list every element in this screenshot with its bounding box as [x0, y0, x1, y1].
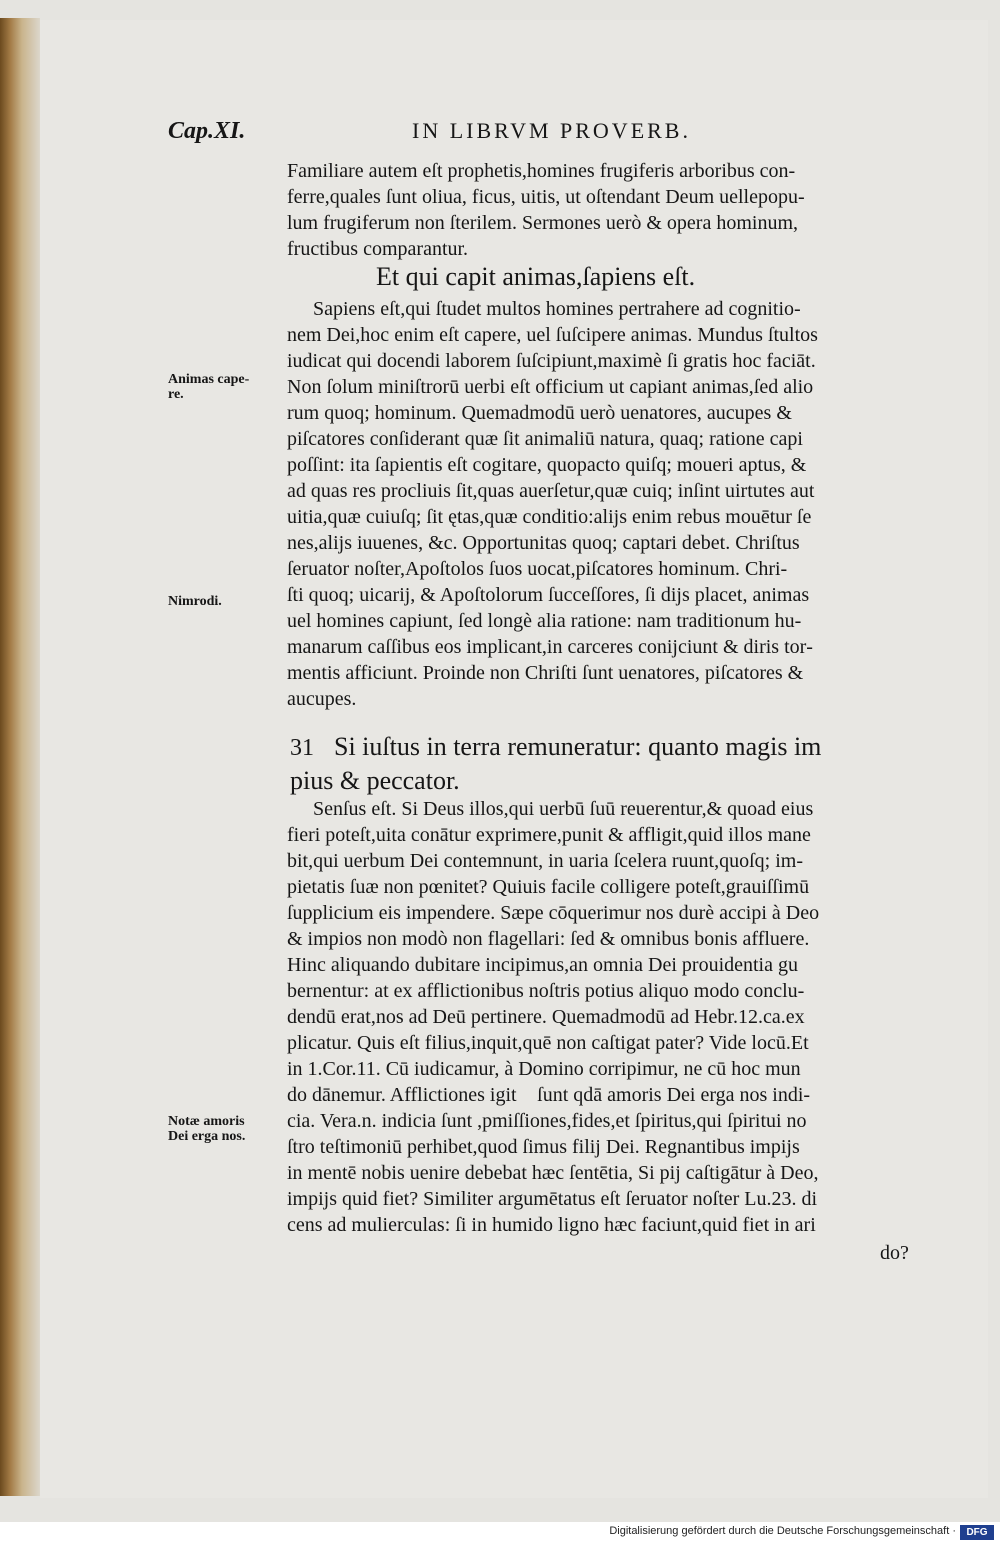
text-line: in 1.Cor.11. Cū iudicamur, à Domino corripimur, ne cū hoc mun	[287, 1058, 801, 1080]
text-line: pietatis ſuæ non pœnitet? Quiuis facile colligere poteſt,grauiſſimū	[287, 876, 810, 898]
text-line: do dānemur. Afflictiones igitᷣ ſunt qdā amoris Dei erga nos indi‑	[287, 1084, 811, 1106]
text-line: nem Dei,hoc enim eſt capere, uel ſuſcipere animas. Mundus ſtultos	[287, 324, 818, 346]
text-line: in mentē nobis uenire debebat hæc ſentētia, Si pij caſtigātur à Deo,	[287, 1162, 819, 1184]
text-line: Sapiens eſt,qui ſtudet multos homines pertrahere ad cognitio‑	[313, 298, 801, 320]
text-line: bit,qui uerbum Dei contemnunt, in uaria ſcelera ruunt,quoſq; im‑	[287, 850, 803, 872]
text-line: rum quoq; hominum. Quemadmodū uerò uenatores, aucupes &	[287, 402, 792, 424]
text-line: bernentur: at ex afflictionibus noſtris potius aliquo modo conclu‑	[287, 980, 805, 1002]
text-line: cia. Vera.n. indicia ſunt ,pmiſſiones,fides,et ſpiritus,qui ſpiritui no	[287, 1110, 807, 1132]
footer-bar	[0, 1522, 1000, 1543]
text-line: cens ad mulierculas: ſi in humido ligno hæc faciunt,quid fiet in ari	[287, 1214, 816, 1236]
verse-number: 31	[290, 735, 314, 761]
margin-note	[168, 1114, 245, 1144]
text-line: manarum caſſibus eos implicant,in carceres conijciunt & diris tor‑	[287, 636, 813, 658]
text-line: nes,alijs iuuenes, &c. Opportunitas quoq; captari debet. Chriſtus	[287, 532, 800, 554]
book-gutter-edge	[0, 18, 40, 1496]
margin-note-line: Nimrodi.	[168, 594, 222, 609]
margin-note	[168, 372, 249, 402]
running-head	[0, 118, 1000, 152]
text-line: Non ſolum miniſtrorū uerbi eſt officium ut capiant animas,ſed alio	[287, 376, 814, 398]
verse-heading: Et qui capit animas,ſapiens eſt.	[376, 262, 696, 291]
margin-note-line: re.	[168, 387, 184, 402]
text-line: Familiare autem eſt prophetis,homines frugiferis arboribus con‑	[287, 160, 796, 182]
text-line: uel homines capiunt, ſed longè alia ratione: nam traditionum hu‑	[287, 610, 802, 632]
text-line: ſeruator noſter,Apoſtolos ſuos uocat,piſcatores hominum. Chri‑	[287, 558, 788, 580]
verse-heading	[290, 730, 990, 765]
margin-note-line: Notæ amoris	[168, 1114, 245, 1129]
text-line: ſupplicium eis impendere. Sæpe cōquerimur nos durè accipi à Deo	[287, 902, 820, 924]
text-line: ferre,quales ſunt oliua, ficus, uitis, ut oſtendant Deum uellepopu‑	[287, 186, 805, 208]
text-line: aucupes.	[287, 688, 357, 710]
text-line: ſtro teſtimoniū perhibet,quod ſimus filij Dei. Regnantibus impijs	[287, 1136, 800, 1158]
text-line: ad quas res procliuis ſit,quas auerſetur,quæ cuiq; inſint uirtutes aut	[287, 480, 815, 502]
text-line: impijs quid fiet? Similiter argumētatus eſt ſeruator noſter Lu.23. di	[287, 1188, 818, 1210]
text-line: poſſint: ita ſapientis eſt cogitare, quopacto quiſq; moueri aptus, &	[287, 454, 807, 476]
dfg-logo: DFG	[960, 1525, 994, 1540]
funding-credit: Digitalisierung gefördert durch die Deutsche Forschungsgemeinschaft ·	[609, 1525, 956, 1537]
margin-note-line: Animas cape-	[168, 372, 250, 387]
text-line: lum frugiferum non ſterilem. Sermones uerò & opera hominum,	[287, 212, 798, 234]
margin-note-line: Dei erga nos.	[168, 1129, 246, 1144]
text-line: iudicat qui docendi laborem ſuſcipiunt,maximè ſi gratis hoc faciāt.	[287, 350, 816, 372]
book-title: IN LIBRVM PROVERB.	[412, 118, 691, 143]
text-line: & impios non modò non flagellari: ſed & omnibus bonis affluere.	[287, 928, 810, 950]
text-line: plicatur. Quis eſt filius,inquit,quē non caſtigat pater? Vide locū.Et	[287, 1032, 809, 1054]
text-line: mentis afficiunt. Proinde non Chriſti ſunt uenatores, piſcatores &	[287, 662, 804, 684]
text-line: Senſus eſt. Si Deus illos,qui uerbū ſuū reuerentur,& quoad eius	[313, 798, 814, 820]
text-line: fieri poteſt,uita conātur exprimere,punit & affligit,quid illos mane	[287, 824, 811, 846]
verse-heading-line: Si iuſtus in terra remuneratur: quanto magis im	[334, 732, 822, 761]
verse-heading-line: pius & peccator.	[290, 766, 460, 795]
text-line: piſcatores conſiderant quæ ſit animaliū natura, quaq; ratione capi	[287, 428, 803, 450]
margin-note	[168, 594, 222, 609]
text-line: uitia,quæ cuiuſq; ſit ętas,quæ conditio:alijs enim rebus mouētur ſe	[287, 506, 812, 528]
chapter-label: Cap.XI.	[168, 118, 246, 144]
catchword: do?	[880, 1242, 909, 1264]
text-line: Hinc aliquando dubitare incipimus,an omnia Dei prouidentia gu	[287, 954, 798, 976]
text-line: fructibus comparantur.	[287, 238, 469, 260]
text-line: dendū erat,nos ad Deū pertinere. Quemadmodū ad Hebr.12.ca.ex	[287, 1006, 805, 1028]
text-line: ſti quoq; uicarij, & Apoſtolorum ſucceſſores, ſi dijs placet, animas	[287, 584, 810, 606]
